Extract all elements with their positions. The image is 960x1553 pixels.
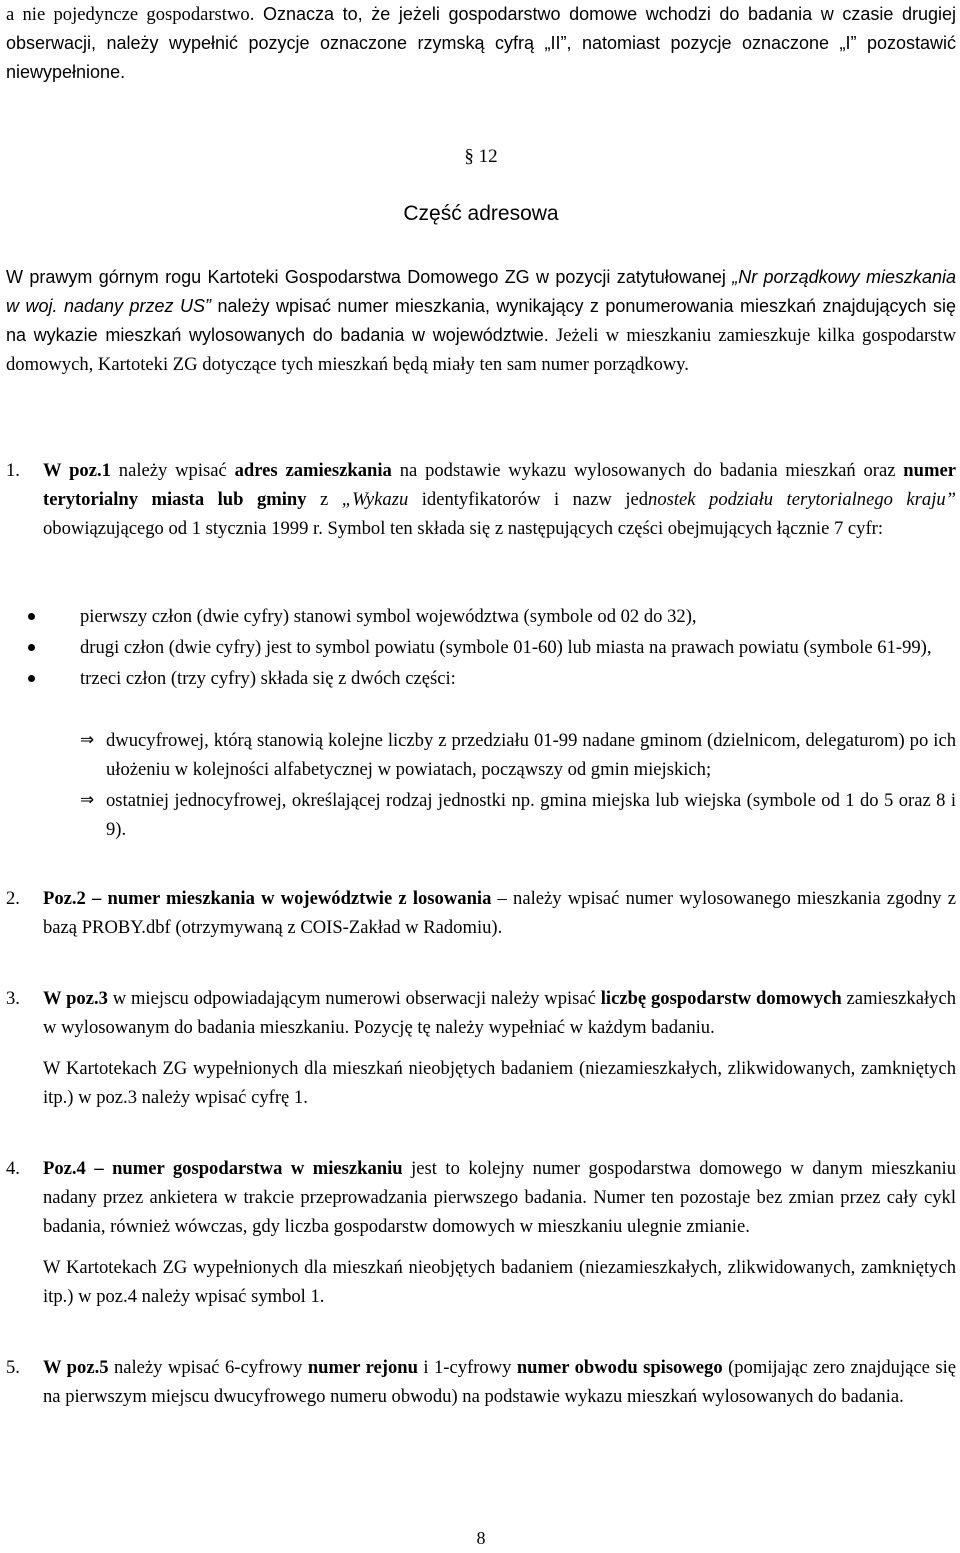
list-item: ⇒ ostatniej jednocyfrowej, określającej rodzaj jednostki np. gmina miejska lub wiejska (symbole od 1 do 5 oraz 8 i 9). [6, 786, 956, 844]
item-1: 1. W poz.1 należy wpisać adres zamieszkania na podstawie wykazu wylosowanych do badania mieszkań oraz numer terytorialny miasta lub gminy z „Wykazu identyfikatorów i nazw jednostek podziału terytorialnego kraju” obowiązującego od 1 stycznia 1999 r. Symbol ten składa się z następujących części obejmujących łącznie 7 cyfr: [6, 456, 956, 543]
item-number: 1. [6, 460, 20, 481]
item-number: 4. [6, 1158, 20, 1179]
list-item: ⇒ dwucyfrowej, którą stanowią kolejne liczby z przedziału 01-99 nadane gminom (dzielnicom, delegaturom) po ich ułożeniu w kolejności alfabetycznej w powiatach, począwszy od gmin miejskich; [6, 726, 956, 784]
bullet-icon [28, 613, 35, 620]
item-number: 3. [6, 988, 20, 1009]
list-item: trzeci człon (trzy cyfry) składa się z dwóch części: [6, 664, 956, 693]
arrow-icon: ⇒ [80, 790, 95, 810]
item-2: 2. Poz.2 – numer mieszkania w województwie z losowania – należy wpisać numer wylosowanego mieszkania zgodny z bazą PROBY.dbf (otrzymywaną z COIS-Zakład w Radomiu). [6, 884, 956, 942]
intro-paragraph [6, 0, 956, 87]
item-3: 3. W poz.3 w miejscu odpowiadającym numerowi obserwacji należy wpisać liczbę gospodarstw domowych zamieszkałych w wylosowanym do badania mieszkaniu. Pozycję tę należy wypełniać w każdym badaniu. W Kartotekach ZG wypełnionych dla mieszkań nieobjętych badaniem (niezamieszkałych, zlikwidowanych, zamkniętych itp.) w poz.3 należy wpisać cyfrę 1. [6, 984, 956, 1112]
section-number: § 12 [464, 146, 498, 167]
page-number: 8 [476, 1528, 486, 1548]
item-4: 4. Poz.4 – numer gospodarstwa w mieszkaniu jest to kolejny numer gospodarstwa domowego w danym mieszkaniu nadany przez ankietera w trakcie przeprowadzania pierwszego badania. Numer ten pozostaje bez zmian przez cały cykl badania, również wówczas, gdy liczba gospodarstw domowych w mieszkaniu ulegnie zmianie. W Kartotekach ZG wypełnionych dla mieszkań nieobjętych badaniem (niezamieszkałych, zlikwidowanych, zamkniętych itp.) w poz.4 należy wpisać symbol 1. [6, 1154, 956, 1311]
address-paragraph: W prawym górnym rogu Kartoteki Gospodarstwa Domowego ZG w pozycji zatytułowanej „Nr porządkowy mieszkania w woj. nadany przez US” należy wpisać numer mieszkania, wynikający z ponumerowania mieszkań znajdujących się na wykazie mieszkań wylosowanych do badania w województwie. Jeżeli w mieszkaniu zamieszkuje kilka gospodarstw domowych, Kartoteki ZG dotyczące tych mieszkań będą miały ten sam numer porządkowy. [6, 267, 957, 375]
bullet-icon [28, 675, 35, 682]
item-1-bullets [6, 602, 956, 693]
intro-text-serif: a nie pojedyncze gospodarstwo. [6, 4, 255, 25]
item-1-arrows [6, 726, 956, 844]
list-item: pierwszy człon (dwie cyfry) stanowi symbol województwa (symbole od 02 do 32), [6, 602, 956, 631]
section-title: Część adresowa [403, 202, 559, 225]
item-number: 2. [6, 888, 20, 909]
list-item: drugi człon (dwie cyfry) jest to symbol powiatu (symbole 01-60) lub miasta na prawach powiatu (symbole 61-99), [6, 633, 956, 662]
item-number: 5. [6, 1357, 20, 1378]
item-5: 5. W poz.5 należy wpisać 6-cyfrowy numer rejonu i 1-cyfrowy numer obwodu spisowego (pomijając zero znajdujące się na pierwszym miejscu dwucyfrowego numeru obwodu) na podstawie wykazu mieszkań wylosowanych do badania. [6, 1353, 956, 1411]
intro-text-sans: Oznacza to, że jeżeli gospodarstwo domowe wchodzi do badania w czasie drugiej obserwacji, należy wypełnić pozycje oznaczone rzymską cyfrą „II”, natomiast pozycje oznaczone „I” pozostawić niewypełnione. [6, 4, 956, 82]
bullet-icon [28, 644, 35, 651]
item-3-note: W Kartotekach ZG wypełnionych dla mieszkań nieobjętych badaniem (niezamieszkałych, zlikwidowanych, zamkniętych itp.) w poz.3 należy wpisać cyfrę 1. [43, 1058, 956, 1108]
item-4-note: W Kartotekach ZG wypełnionych dla mieszkań nieobjętych badaniem (niezamieszkałych, zlikwidowanych, zamkniętych itp.) w poz.4 należy wpisać symbol 1. [43, 1257, 956, 1307]
arrow-icon: ⇒ [80, 730, 95, 750]
